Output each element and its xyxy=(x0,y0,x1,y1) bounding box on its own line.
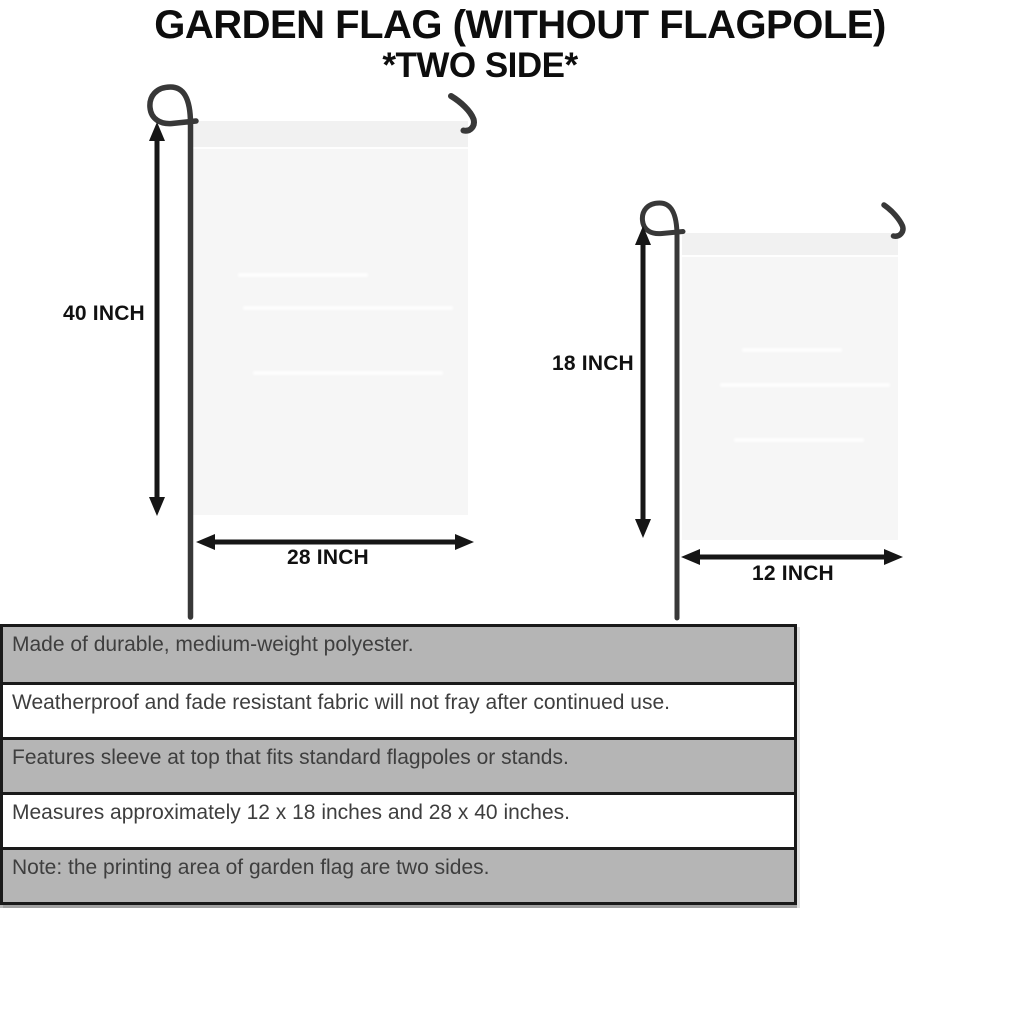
feature-row: Note: the printing area of garden flag are two sides. xyxy=(3,847,794,902)
small-height-arrow xyxy=(635,226,651,538)
small-width-label: 12 INCH xyxy=(752,562,834,585)
feature-row: Features sleeve at top that fits standard flagpoles or stands. xyxy=(3,737,794,792)
feature-row: Made of durable, medium-weight polyester. xyxy=(3,627,794,682)
large-flag-hook-icon xyxy=(451,96,474,131)
small-height-label: 18 INCH xyxy=(552,352,634,375)
page-title: GARDEN FLAG (WITHOUT FLAGPOLE) xyxy=(154,3,886,47)
large-width-label: 28 INCH xyxy=(287,546,369,569)
page-subtitle: *TWO SIDE* xyxy=(382,46,578,85)
small-flag-hook-icon xyxy=(884,205,903,236)
large-height-arrow xyxy=(149,122,165,516)
feature-table xyxy=(0,624,797,905)
feature-row: Measures approximately 12 x 18 inches and 28 x 40 inches. xyxy=(3,792,794,847)
large-height-label: 40 INCH xyxy=(63,302,145,325)
feature-row: Weatherproof and fade resistant fabric will not fray after continued use. xyxy=(3,682,794,737)
small-flag-pole xyxy=(642,203,683,618)
